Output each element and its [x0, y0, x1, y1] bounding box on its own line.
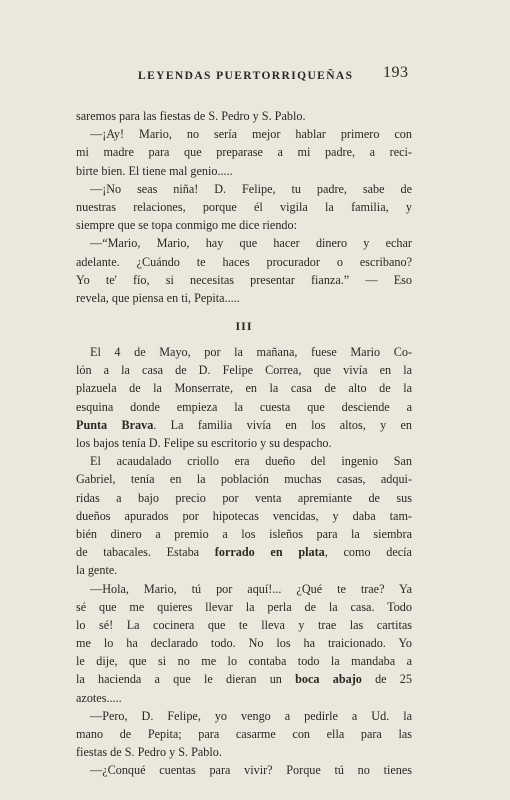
text-line: —“Mario, Mario, hay que hacer dinero y echar	[90, 236, 412, 251]
text-run: la hacienda a que le dieran un	[76, 672, 296, 687]
text-block-before	[76, 107, 412, 307]
text-line: esquina donde empieza la cuesta que desciende a	[76, 399, 412, 414]
text-line: mano de Pepita; para casarme con ella para las	[76, 727, 412, 741]
text-line: —¿Conqué cuentas para vivir? Porque tú no tienes	[90, 763, 412, 778]
text-run: . La familia vivía en los altos, y en	[153, 417, 412, 432]
text-line: —Hola, Mario, tú por aquí!... ¿Qué te trae? Ya	[90, 581, 412, 596]
bold-phrase: boca abajo	[295, 672, 362, 687]
text-line: me lo ha declarado todo. No los ha traicionado. Yo	[76, 636, 412, 651]
text-line	[76, 670, 412, 688]
running-title: LEYENDAS PUERTORRIQUEÑAS	[138, 70, 354, 82]
text-line: dueños apurados por hipotecas vencidas, y daba tam-	[76, 508, 412, 523]
text-line: nuestras relaciones, porque él vigila la familia, y	[76, 199, 412, 214]
text-line: adelante. ¿Cuándo te haces procurador o escribano?	[76, 254, 412, 269]
text-line: fiestas de S. Pedro y S. Pablo.	[76, 745, 222, 760]
bold-phrase: forrado en plata	[214, 545, 325, 560]
text-line: mi madre para que preparase a mi padre, a reci-	[76, 145, 412, 160]
text-run: de tabacales. Estaba	[76, 545, 215, 560]
section-heading: III	[235, 319, 253, 334]
text-line: —¡Ay! Mario, no sería mejor hablar primero con	[90, 127, 412, 142]
page-header	[0, 64, 510, 88]
text-line: le dije, que si no me lo contaba todo la mandaba a	[76, 654, 412, 669]
text-line: siempre que se topa conmigo me dice riendo:	[76, 218, 297, 233]
text-line: revela, que piensa en ti, Pepita.....	[76, 290, 240, 305]
text-line: sé que me quieres llevar la perla de la casa. Todo	[76, 599, 412, 614]
text-run: de 25	[361, 672, 412, 687]
text-line: El acaudalado criollo era dueño del ingenio San	[90, 454, 412, 469]
text-line: bién dinero a premio a los isleños para la siembra	[76, 526, 412, 541]
text-block-after	[76, 343, 412, 780]
bold-phrase: Punta Brava	[76, 417, 154, 432]
page-body	[76, 107, 412, 780]
text-line: lo sé! La cocinera que te lleva y trae las cartitas	[76, 617, 412, 632]
text-line: la gente.	[76, 563, 118, 578]
text-line: —Pero, D. Felipe, yo vengo a pedirle a Ud. la	[90, 708, 412, 723]
text-line: Yo te' fío, si necesitas presentar fianza.” — Eso	[76, 272, 412, 287]
text-line: azotes.....	[76, 690, 122, 705]
text-line: lón a la casa de D. Felipe Correa, que vivía en la	[76, 363, 412, 378]
page-number: 193	[383, 64, 409, 81]
text-run: , como decía	[324, 545, 412, 560]
text-line: saremos para las fiestas de S. Pedro y S. Pablo.	[76, 109, 306, 123]
text-line: —¡No seas niña! D. Felipe, tu padre, sabe de	[90, 181, 412, 196]
text-line: los bajos tenía D. Felipe su escritorio y su despacho.	[76, 436, 332, 450]
text-line	[76, 416, 412, 434]
text-line: El 4 de Mayo, por la mañana, fuese Mario Co-	[90, 345, 412, 360]
text-line: Gabriel, tenía en la población muchas casas, adqui-	[76, 472, 412, 487]
text-line: ridas a bajo precio por venta apremiante de sus	[76, 490, 412, 505]
text-line: birte bien. El tiene mal genio.....	[76, 163, 233, 178]
text-line	[76, 543, 412, 561]
text-line: plazuela de la Monserrate, en la casa de alto de la	[76, 381, 412, 396]
